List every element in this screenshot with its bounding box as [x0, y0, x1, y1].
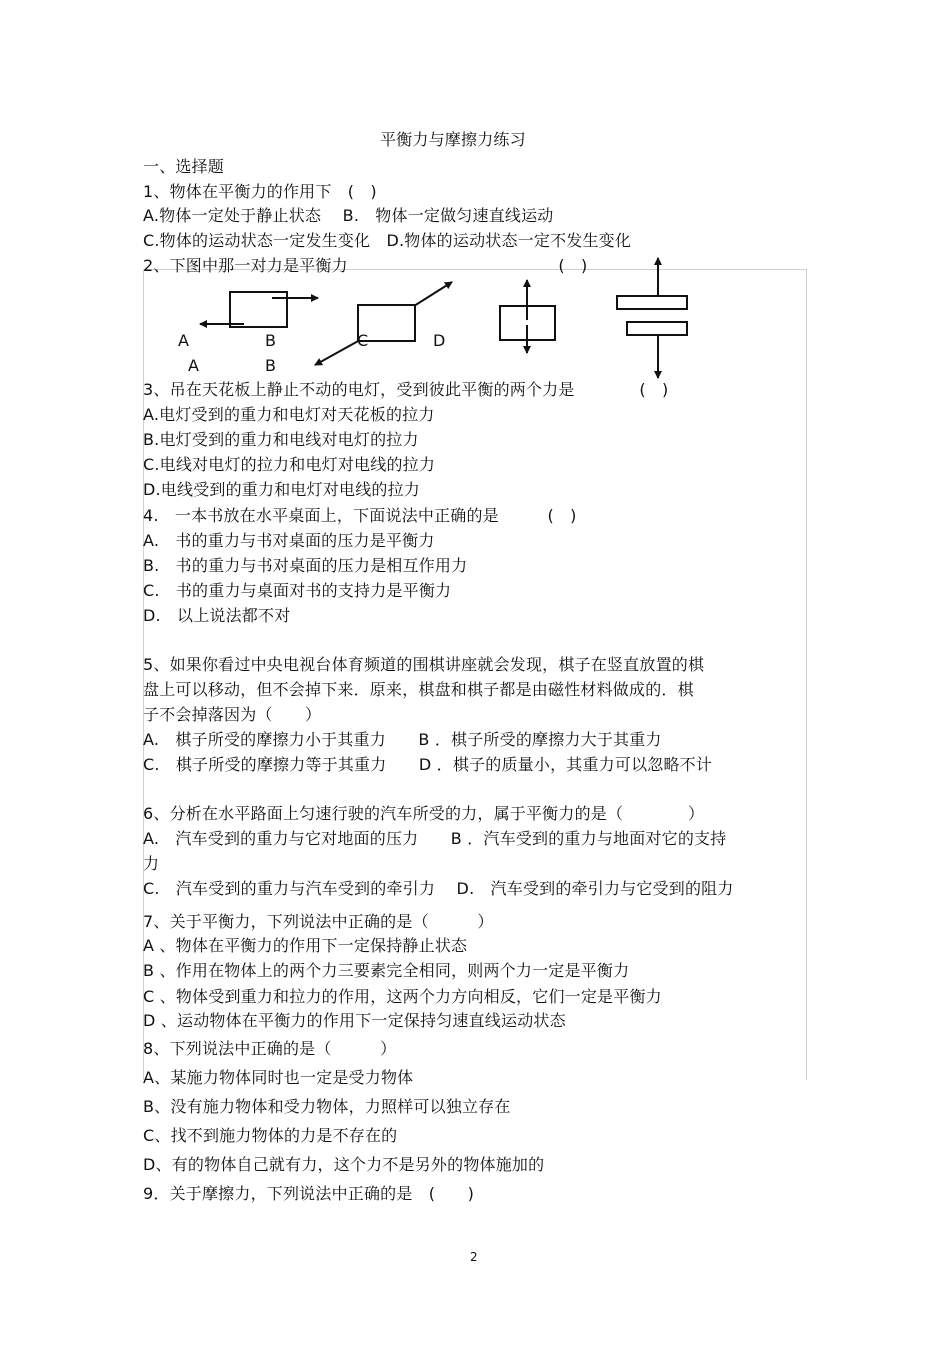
q3-option-b: B.电灯受到的重力和电线对电灯的拉力: [143, 430, 419, 449]
q3-option-a: A.电灯受到的重力和电灯对天花板的拉力: [143, 405, 435, 424]
question-6: 6、分析在水平路面上匀速行驶的汽车所受的力，属于平衡力的是（ ）: [143, 804, 705, 823]
diagram-b-up-arrow: [414, 282, 452, 306]
diagram-b-down-arrow: [315, 340, 360, 365]
page-number: 2: [470, 1250, 478, 1264]
q8-option-b: B、没有施力物体和受力物体，力照样可以独立存在: [143, 1097, 511, 1116]
q1-option-cd: C.物体的运动状态一定发生变化 D.物体的运动状态一定不发生变化: [143, 231, 632, 250]
q4-option-a: A. 书的重力与书对桌面的压力是平衡力: [143, 531, 435, 550]
q4-option-b: B. 书的重力与书对桌面的压力是相互作用力: [143, 556, 468, 575]
q4-option-d: D. 以上说法都不对: [143, 606, 291, 625]
question-5-line2: 盘上可以移动，但不会掉下来．原来，棋盘和棋子都是由磁性材料做成的．棋: [143, 680, 694, 699]
figure-label-c: C: [357, 331, 369, 350]
diagram-d-top-slab: [617, 296, 687, 309]
q4-option-c: C. 书的重力与桌面对书的支持力是平衡力: [143, 581, 452, 600]
figure-label-b2: B: [265, 356, 276, 375]
q8-option-a: A、某施力物体同时也一定是受力物体: [143, 1068, 414, 1087]
q6-option-cd: C. 汽车受到的重力与汽车受到的牵引力 D. 汽车受到的牵引力与它受到的阻力: [143, 879, 734, 898]
q7-option-b: B 、作用在物体上的两个力三要素完全相同，则两个力一定是平衡力: [143, 961, 630, 980]
figure-label-b: B: [265, 331, 276, 350]
question-5-line3: 子不会掉落因为（ ）: [143, 705, 322, 724]
q7-option-c: C 、物体受到重力和拉力的作用，这两个力方向相反，它们一定是平衡力: [143, 987, 662, 1006]
q8-option-c: C、找不到施力物体的力是不存在的: [143, 1126, 398, 1145]
q6-option-ab-wrap: 力: [143, 854, 160, 873]
question-4: 4. 一本书放在水平桌面上，下面说法中正确的是 ( ): [143, 506, 577, 525]
q5-option-cd: C. 棋子所受的摩擦力等于其重力 D ．棋子的质量小，其重力可以忽略不计: [143, 755, 713, 774]
q7-option-a: A 、物体在平衡力的作用下一定保持静止状态: [143, 936, 468, 955]
figure-label-a2: A: [188, 356, 199, 375]
q3-option-c: C.电线对电灯的拉力和电灯对电线的拉力: [143, 455, 436, 474]
q6-option-ab: A. 汽车受到的重力与它对地面的压力 B ．汽车受到的重力与地面对它的支持: [143, 829, 727, 848]
question-1: 1、物体在平衡力的作用下 ( ): [143, 182, 377, 201]
question-9: 9．关于摩擦力，下列说法中正确的是 ( ): [143, 1184, 475, 1203]
q7-option-d: D 、运动物体在平衡力的作用下一定保持匀速直线运动状态: [143, 1011, 566, 1030]
question-8: 8、下列说法中正确的是（ ）: [143, 1039, 397, 1058]
question-2: 2、下图中那一对力是平衡力 ( ): [143, 256, 588, 275]
q1-option-ab: A.物体一定处于静止状态 B. 物体一定做匀速直线运动: [143, 206, 554, 225]
question-3: 3、吊在天花板上静止不动的电灯，受到彼此平衡的两个力是 ( ): [143, 380, 669, 399]
question-5-line1: 5、如果你看过中央电视台体育频道的围棋讲座就会发现，棋子在竖直放置的棋: [143, 655, 705, 674]
figure-label-d: D: [433, 331, 446, 350]
section-heading: 一、选择题: [143, 157, 225, 176]
diagram-d-bottom-slab: [627, 322, 687, 335]
figure-label-a: A: [178, 331, 189, 350]
q5-option-ab: A. 棋子所受的摩擦力小于其重力 B ．棋子所受的摩擦力大于其重力: [143, 730, 662, 749]
q3-option-d: D.电线受到的重力和电灯对电线的拉力: [143, 480, 421, 499]
q8-option-d: D、有的物体自己就有力，这个力不是另外的物体施加的: [143, 1155, 545, 1174]
question-7: 7、关于平衡力，下列说法中正确的是（ ）: [143, 912, 494, 931]
page-title: 平衡力与摩擦力练习: [380, 130, 526, 149]
